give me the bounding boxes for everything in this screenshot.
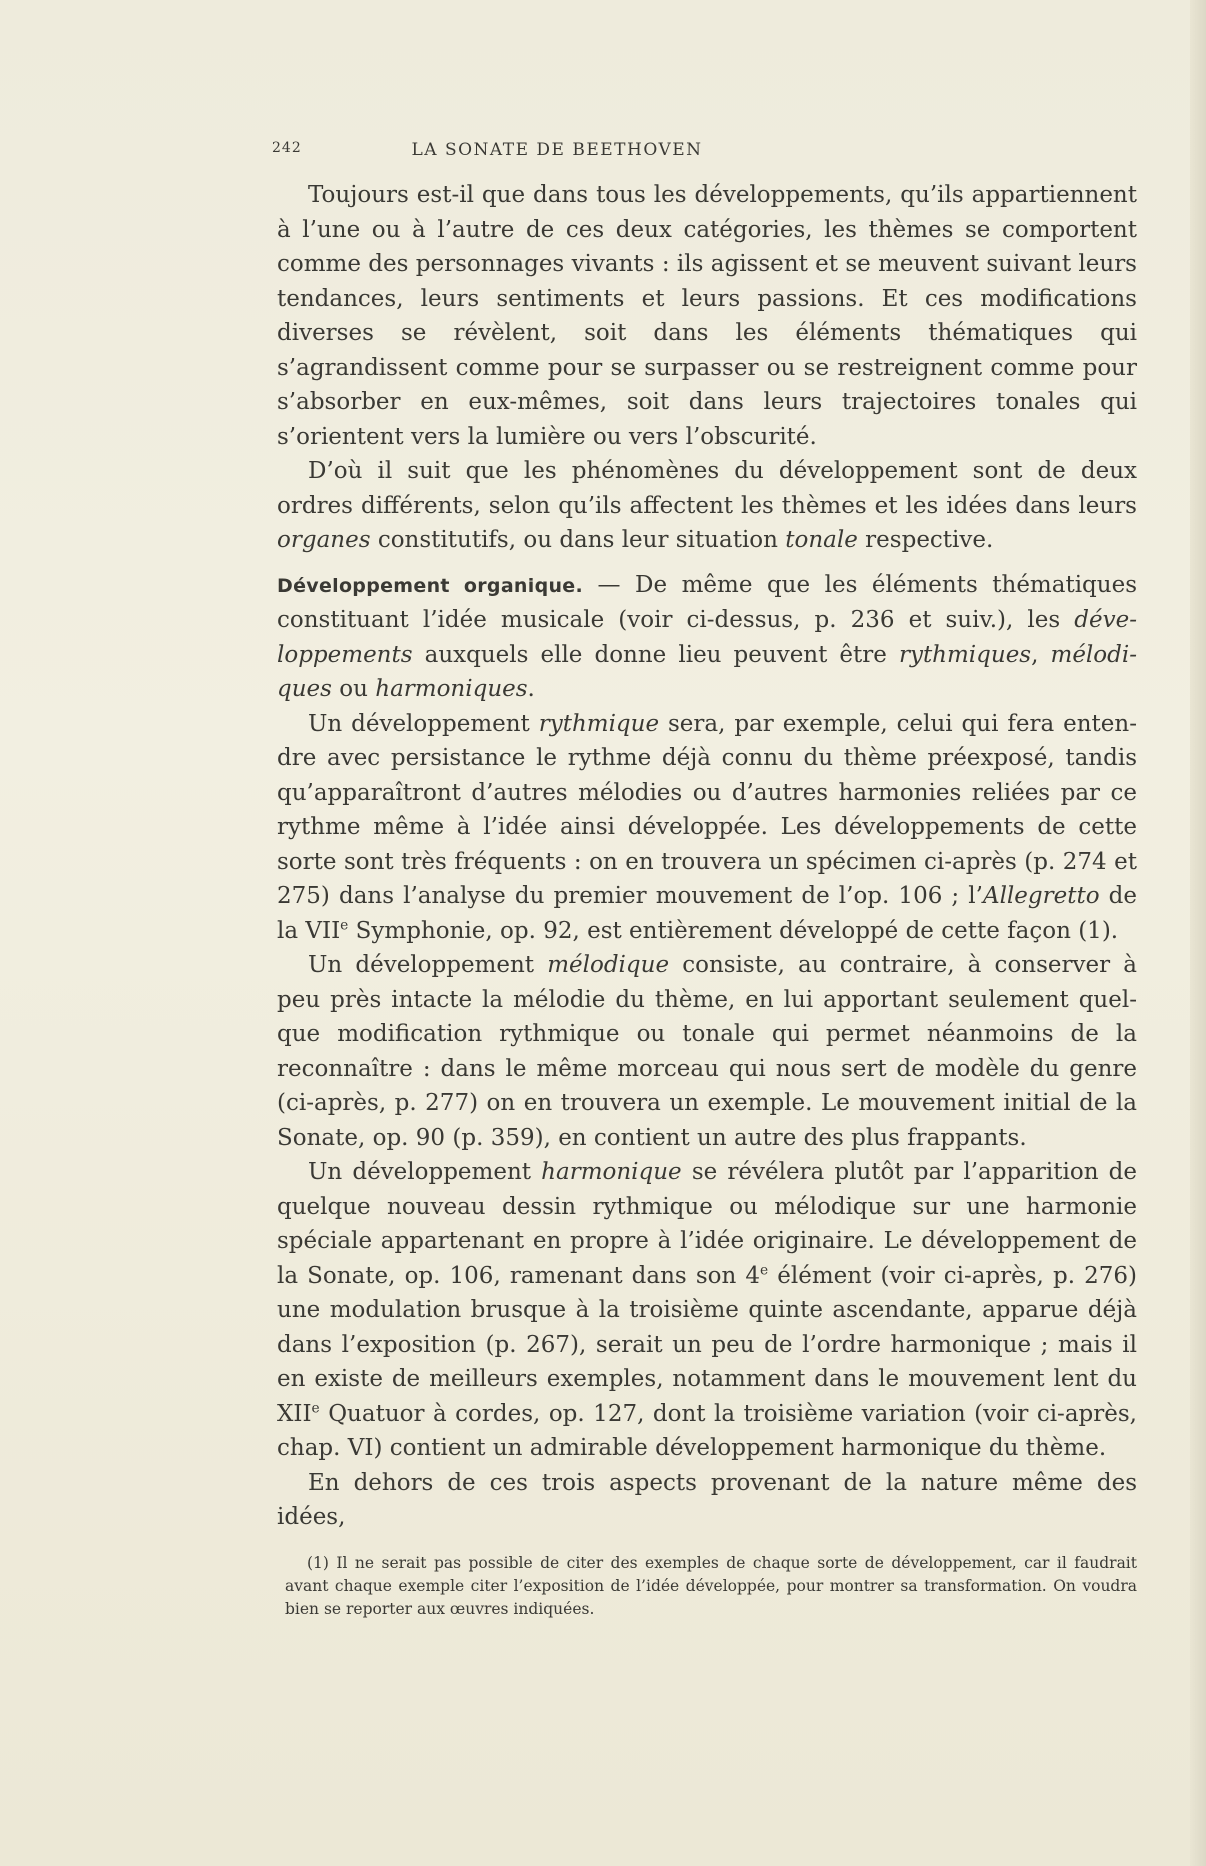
text-run: Toujours est-il que dans tous les développements, qu’ils appartiennent à l’une ou à l’autre de ces deux catégories, les thèmes se comportent comme des personnages vivants : ils agissent et se meuvent suivant leurs tendances, leurs sentiments et leurs passions. Et ces modifications diverses se révèlent, soit dans les éléments thématiques qui s’agrandissent comme pour se surpasser ou se restreignent comme pour s’absorber en eux-mêmes, soit dans leurs trajectoires tonales qui s’orientent vers la lumière ou vers l’obscurité. bbox=[277, 182, 1137, 450]
text-run: , bbox=[1031, 641, 1051, 668]
text-run: ou bbox=[331, 676, 376, 702]
text-run: se révélera plutôt par l’apparition de quelque nouveau dessin rythmique ou mélodique sur une harmonie spéciale appartenant en propre à l’idée originaire. Le développement de la Sonate, op. 106, ramenant dans son 4 bbox=[277, 1159, 1137, 1289]
italic-term: mélodiques bbox=[277, 641, 1137, 702]
italic-term: organes bbox=[277, 527, 371, 553]
italic-term: tonale bbox=[785, 527, 858, 553]
italic-term: mélodique bbox=[547, 952, 670, 978]
paragraph bbox=[277, 568, 1137, 707]
italic-term: harmonique bbox=[541, 1159, 682, 1185]
text-run: En dehors de ces trois aspects provenant de la nature même des idées, bbox=[277, 1469, 1137, 1530]
italic-term: harmoniques bbox=[375, 676, 528, 702]
body-text bbox=[277, 178, 1137, 1535]
italic-term: rythmique bbox=[538, 710, 660, 737]
paragraph bbox=[277, 454, 1137, 558]
text-run: sera, par exemple, celui qui fera entendre avec persistance le rythme déjà connu du thème préexposé, tandis qu’apparaîtront d’autres mélodies ou d’autres harmonies reliées par ce rythme même à l’idée ainsi développée. Les développements de cette sorte sont très fréquents : on en trouvera un spécimen ci-après (p. 274 et 275) dans l’analyse du premier mouvement de l’op. 106 ; l’ bbox=[277, 710, 1137, 909]
text-run: auxquels elle donne lieu peuvent être bbox=[412, 641, 899, 668]
text-run: Un développement bbox=[308, 710, 539, 737]
text-run: D’où il suit que les phénomènes du développement sont de deux ordres différents, selon qu’ils affectent les thèmes et les idées dans leurs bbox=[277, 458, 1137, 519]
page-edge-shadow bbox=[1190, 0, 1206, 1866]
italic-term: rythmiques bbox=[898, 641, 1032, 668]
footnote-1: (1) Il ne serait pas possible de citer des exemples de chaque sorte de développement, car il faudrait avant chaque exemple citer l’exposition de l’idée développée, pour montrer sa transformation. On voudra bien se reporter aux œuvres indiquées. bbox=[285, 1554, 1137, 1618]
paragraph bbox=[277, 707, 1137, 949]
superscript: e bbox=[311, 1399, 320, 1416]
footnotes bbox=[285, 1552, 1137, 1621]
text-run: constitutifs, ou dans leur situation bbox=[370, 527, 786, 553]
running-title: LA SONATE DE BEETHOVEN bbox=[411, 140, 703, 160]
text-run: Symphonie, op. 92, est entièrement développé de cette façon (1). bbox=[348, 917, 1119, 944]
text-run: élément (voir ci-après, p. 276) une modulation brusque à la troisième quinte ascendante, apparue déjà dans l’exposition (p. 267), serait un peu de l’ordre harmonique ; mais il en existe de meilleurs exemples, notamment dans le mouvement lent du XII bbox=[277, 1262, 1137, 1427]
text-run: Un développement bbox=[308, 1159, 542, 1185]
paragraph bbox=[277, 948, 1137, 1155]
italic-term: Allegretto bbox=[982, 883, 1100, 909]
superscript: e bbox=[340, 916, 349, 933]
italic-term: développements bbox=[277, 607, 1137, 668]
text-run: respective. bbox=[857, 527, 994, 553]
page-number: 242 bbox=[272, 140, 302, 156]
paragraph bbox=[277, 178, 1137, 454]
superscript: e bbox=[760, 1261, 769, 1278]
text-run: — De même que les éléments thématiques constituant l’idée musicale (voir ci-dessus, p. 236 et suiv.), les bbox=[277, 571, 1137, 633]
text-run: Un développement bbox=[308, 952, 548, 978]
text-run: de la VII bbox=[277, 883, 1137, 944]
paragraph bbox=[277, 1466, 1137, 1535]
paragraph bbox=[277, 1155, 1137, 1466]
section-heading: Développement organique. bbox=[277, 574, 584, 597]
text-run: Quatuor à cordes, op. 127, dont la troisième variation (voir ci-après, chap. VI) contient un admirable développement harmonique du thème. bbox=[277, 1400, 1137, 1461]
text-run: . bbox=[527, 676, 535, 702]
page-header bbox=[272, 140, 852, 164]
text-run: consiste, au contraire, à conserver à peu près intacte la mélodie du thème, en lui apportant seulement quelque modification rythmique ou tonale qui permet néanmoins de la reconnaître : dans le même morceau qui nous sert de modèle du genre (ci-après, p. 277) on en trouvera un exemple. Le mouvement initial de la Sonate, op. 90 (p. 359), en contient un autre des plus frappants. bbox=[277, 952, 1137, 1151]
